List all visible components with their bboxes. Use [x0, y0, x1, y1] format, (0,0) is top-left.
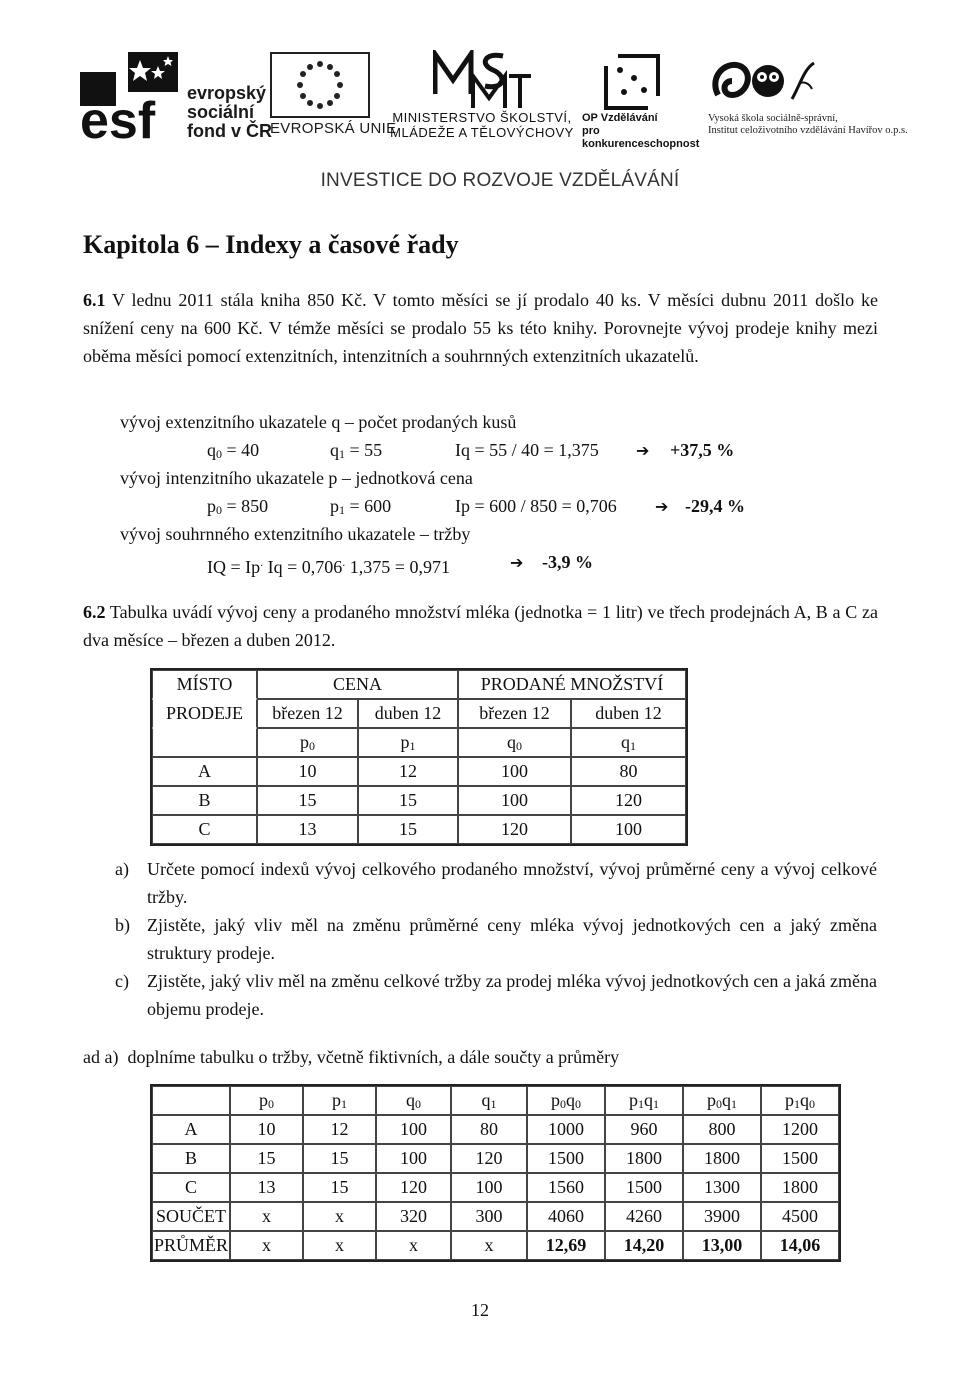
msmt-logo-text: [388, 110, 576, 140]
arrow-right-icon: ➔: [510, 553, 524, 572]
table-cell: 960: [605, 1115, 683, 1144]
table-cell: 13: [230, 1173, 303, 1202]
table-cell: 12: [358, 757, 458, 786]
table-cell: 10: [257, 757, 358, 786]
header-month: duben 12: [571, 699, 686, 728]
revenue-table: [150, 1084, 841, 1262]
ad-a-heading: ad a) doplníme tabulku o tržby, včetně fiktivních, a dále součty a průměry: [83, 1047, 620, 1067]
table-cell: 15: [257, 786, 358, 815]
header-p1q1: $p_1q_1$: [605, 1086, 683, 1115]
table-cell: 120: [571, 786, 686, 815]
table-cell: 12,69: [527, 1231, 605, 1260]
table-cell: 100: [376, 1115, 451, 1144]
table-cell: 120: [458, 815, 571, 844]
table-row-average: [152, 1231, 839, 1260]
header-p0: $p_0$: [230, 1086, 303, 1115]
msmt-line2: MLÁDEŽE A TĚLOVÝCHOVY: [390, 125, 574, 140]
table-cell: 100: [458, 757, 571, 786]
arrow-right-icon: ➔: [655, 497, 669, 516]
exercise-body: V lednu 2011 stála kniha 850 Kč. V tomto měsíci se jí prodalo 40 ks. V měsíci dubnu 2011 došlo ke snížení ceny na 600 Kč. V témže měsíci se prodalo 55 ks této knihy. Porovnejte vývoj prodeje knihy mezi oběma měsíci pomocí extenzitních, intenzitních a souhrnných extenzitních ukazatelů.: [83, 290, 878, 366]
esf-line3: fond v ČR: [187, 121, 272, 141]
table-cell: 1800: [605, 1144, 683, 1173]
header-q0: $q_0$: [376, 1086, 451, 1115]
header-p1: $p_1$: [358, 728, 458, 757]
table-row: [152, 1173, 839, 1202]
header-empty: [152, 1086, 230, 1115]
header-misto: MÍSTO: [152, 670, 257, 699]
table-cell: 4060: [527, 1202, 605, 1231]
table-row: [152, 815, 686, 844]
table-cell: x: [230, 1231, 303, 1260]
table-cell: 100: [451, 1173, 527, 1202]
table-cell: 1500: [761, 1144, 839, 1173]
table-cell: 1300: [683, 1173, 761, 1202]
table-cell: x: [303, 1231, 376, 1260]
table-cell: 1500: [527, 1144, 605, 1173]
table-cell: 120: [376, 1173, 451, 1202]
table-cell: 14,20: [605, 1231, 683, 1260]
table-row: [152, 1115, 839, 1144]
header-p0: $p_0$: [257, 728, 358, 757]
esf-logo-text: [187, 84, 272, 141]
header-prodeje: PRODEJE: [152, 699, 257, 728]
table-cell: x: [451, 1231, 527, 1260]
header-p1q0: $p_1q_0$: [761, 1086, 839, 1115]
extensive-indicator-label: vývoj extenzitního ukazatele q – počet prodaných kusů: [120, 412, 517, 432]
exercise-number: 6.2: [83, 602, 106, 622]
task-label: b): [115, 915, 130, 935]
table-cell: 13: [257, 815, 358, 844]
table-row: [152, 786, 686, 815]
table-cell: 10: [230, 1115, 303, 1144]
table-cell: 1800: [761, 1173, 839, 1202]
chapter-title: Kapitola 6 – Indexy a časové řady: [83, 230, 459, 259]
price-quantity-table: [150, 668, 688, 846]
table-cell: 80: [451, 1115, 527, 1144]
table-cell: 100: [571, 815, 686, 844]
table-cell: 1800: [683, 1144, 761, 1173]
table-cell: 100: [376, 1144, 451, 1173]
table-cell: x: [303, 1202, 376, 1231]
msmt-line1: MINISTERSTVO ŠKOLSTVÍ,: [392, 110, 572, 125]
intensive-indicator-label: vývoj intenzitního ukazatele p – jednotková cena: [120, 468, 473, 488]
IQ-result: -3,9 %: [542, 552, 593, 572]
iq-result: +37,5 %: [670, 440, 735, 460]
header-p1: $p_1$: [303, 1086, 376, 1115]
table-cell: 14,06: [761, 1231, 839, 1260]
school-line2: Institut celoživotního vzdělávání Havířov o.p.s.: [708, 125, 908, 136]
table-cell: 320: [376, 1202, 451, 1231]
exercise-number: 6.1: [83, 290, 106, 310]
p0-value: $p_0 = 850$: [207, 496, 269, 517]
table-cell: 15: [230, 1144, 303, 1173]
table-cell: 15: [303, 1173, 376, 1202]
task-text: Určete pomocí indexů vývoj celkového prodaného množství, vývoj průměrné ceny a vývoj celkové tržby.: [147, 859, 877, 907]
table-cell: 100: [458, 786, 571, 815]
header-q0: $q_0$: [458, 728, 571, 757]
table-row: [152, 1144, 839, 1173]
table-cell: 13,00: [683, 1231, 761, 1260]
op-logo-text: [582, 112, 707, 151]
page-number: 12: [471, 1300, 489, 1320]
header-mnozstvi: PRODANÉ MNOŽSTVÍ: [458, 670, 686, 699]
exercise-6-1-text: [83, 286, 878, 370]
task-text: Zjistěte, jaký vliv měl na změnu celkové tržby za prodej mléka vývoj jednotkových cen a jaká změna objemu prodeje.: [147, 971, 877, 1019]
row-label: SOUČET: [152, 1202, 230, 1231]
exercise-6-2-text: [83, 598, 878, 654]
IQ-formula: IQ = Ip. Iq = 0,706. 1,375 = 0,971: [207, 555, 450, 577]
table-header-row: [152, 1086, 839, 1115]
school-logo-icon: [708, 55, 818, 107]
p1-value: $p_1 = 600$: [330, 496, 392, 517]
row-label: A: [152, 757, 257, 786]
row-label: A: [152, 1115, 230, 1144]
row-label: B: [152, 1144, 230, 1173]
q0-value: $q_0 = 40$: [207, 440, 260, 461]
q1-value: $q_1 = 55$: [330, 440, 383, 461]
table-cell: 120: [451, 1144, 527, 1173]
task-label: c): [115, 971, 129, 991]
row-label: C: [152, 1173, 230, 1202]
aggregate-indicator-label: vývoj souhrnného extenzitního ukazatele – tržby: [120, 524, 471, 544]
header-p0q1: $p_0q_1$: [683, 1086, 761, 1115]
table-cell: 800: [683, 1115, 761, 1144]
table-cell: 1560: [527, 1173, 605, 1202]
esf-line1: evropský: [187, 83, 267, 103]
arrow-right-icon: ➔: [636, 441, 650, 460]
esf-line2: sociální: [187, 102, 255, 122]
table-cell: 1000: [527, 1115, 605, 1144]
table-cell: x: [376, 1231, 451, 1260]
ip-result: -29,4 %: [685, 496, 745, 516]
row-label: C: [152, 815, 257, 844]
header-month: březen 12: [458, 699, 571, 728]
table-cell: 15: [358, 815, 458, 844]
op-line1: OP Vzdělávání: [582, 112, 658, 124]
header-q1: $q_1$: [451, 1086, 527, 1115]
svg-text:esf: esf: [80, 92, 156, 142]
row-label: B: [152, 786, 257, 815]
table-row: [152, 757, 686, 786]
table-cell: 3900: [683, 1202, 761, 1231]
header-p0q0: $p_0q_0$: [527, 1086, 605, 1115]
op-line2: pro konkurenceschopnost: [582, 125, 700, 150]
ip-formula: Ip = 600 / 850 = 0,706: [455, 496, 617, 516]
table-cell: 4260: [605, 1202, 683, 1231]
task-label: a): [115, 859, 129, 879]
investice-banner: INVESTICE DO ROZVOJE VZDĚLÁVÁNÍ: [320, 170, 680, 191]
school-line1: Vysoká škola sociálně-správní,: [708, 113, 838, 124]
row-label: PRŮMĚR: [152, 1231, 230, 1260]
table-cell: 300: [451, 1202, 527, 1231]
table-cell: 80: [571, 757, 686, 786]
header-month: březen 12: [257, 699, 358, 728]
table-cell: 1500: [605, 1173, 683, 1202]
esf-logo-icon: [80, 52, 180, 142]
task-text: Zjistěte, jaký vliv měl na změnu průměrné ceny mléka vývoj jednotkových cen a jaký změna struktury prodeje.: [147, 915, 877, 963]
header-month: duben 12: [358, 699, 458, 728]
header-logos: [0, 0, 960, 200]
table-cell: x: [230, 1202, 303, 1231]
table-cell: 4500: [761, 1202, 839, 1231]
table-cell: 12: [303, 1115, 376, 1144]
table-cell: 15: [303, 1144, 376, 1173]
op-logo-icon: [600, 52, 680, 112]
table-cell: 15: [358, 786, 458, 815]
header-q1: $q_1$: [571, 728, 686, 757]
eu-label: EVROPSKÁ UNIE: [270, 120, 397, 137]
header-empty: [152, 728, 257, 757]
msmt-logo-icon: [433, 50, 533, 110]
table-cell: 1200: [761, 1115, 839, 1144]
school-logo-text: [708, 113, 938, 137]
iq-formula: Iq = 55 / 40 = 1,375: [455, 440, 599, 460]
eu-flag-icon: [270, 52, 370, 118]
table-row-sum: [152, 1202, 839, 1231]
header-cena: CENA: [257, 670, 458, 699]
exercise-body: Tabulka uvádí vývoj ceny a prodaného množství mléka (jednotka = 1 litr) ve třech prodejnách A, B a C za dva měsíce – březen a duben 2012.: [83, 602, 878, 650]
